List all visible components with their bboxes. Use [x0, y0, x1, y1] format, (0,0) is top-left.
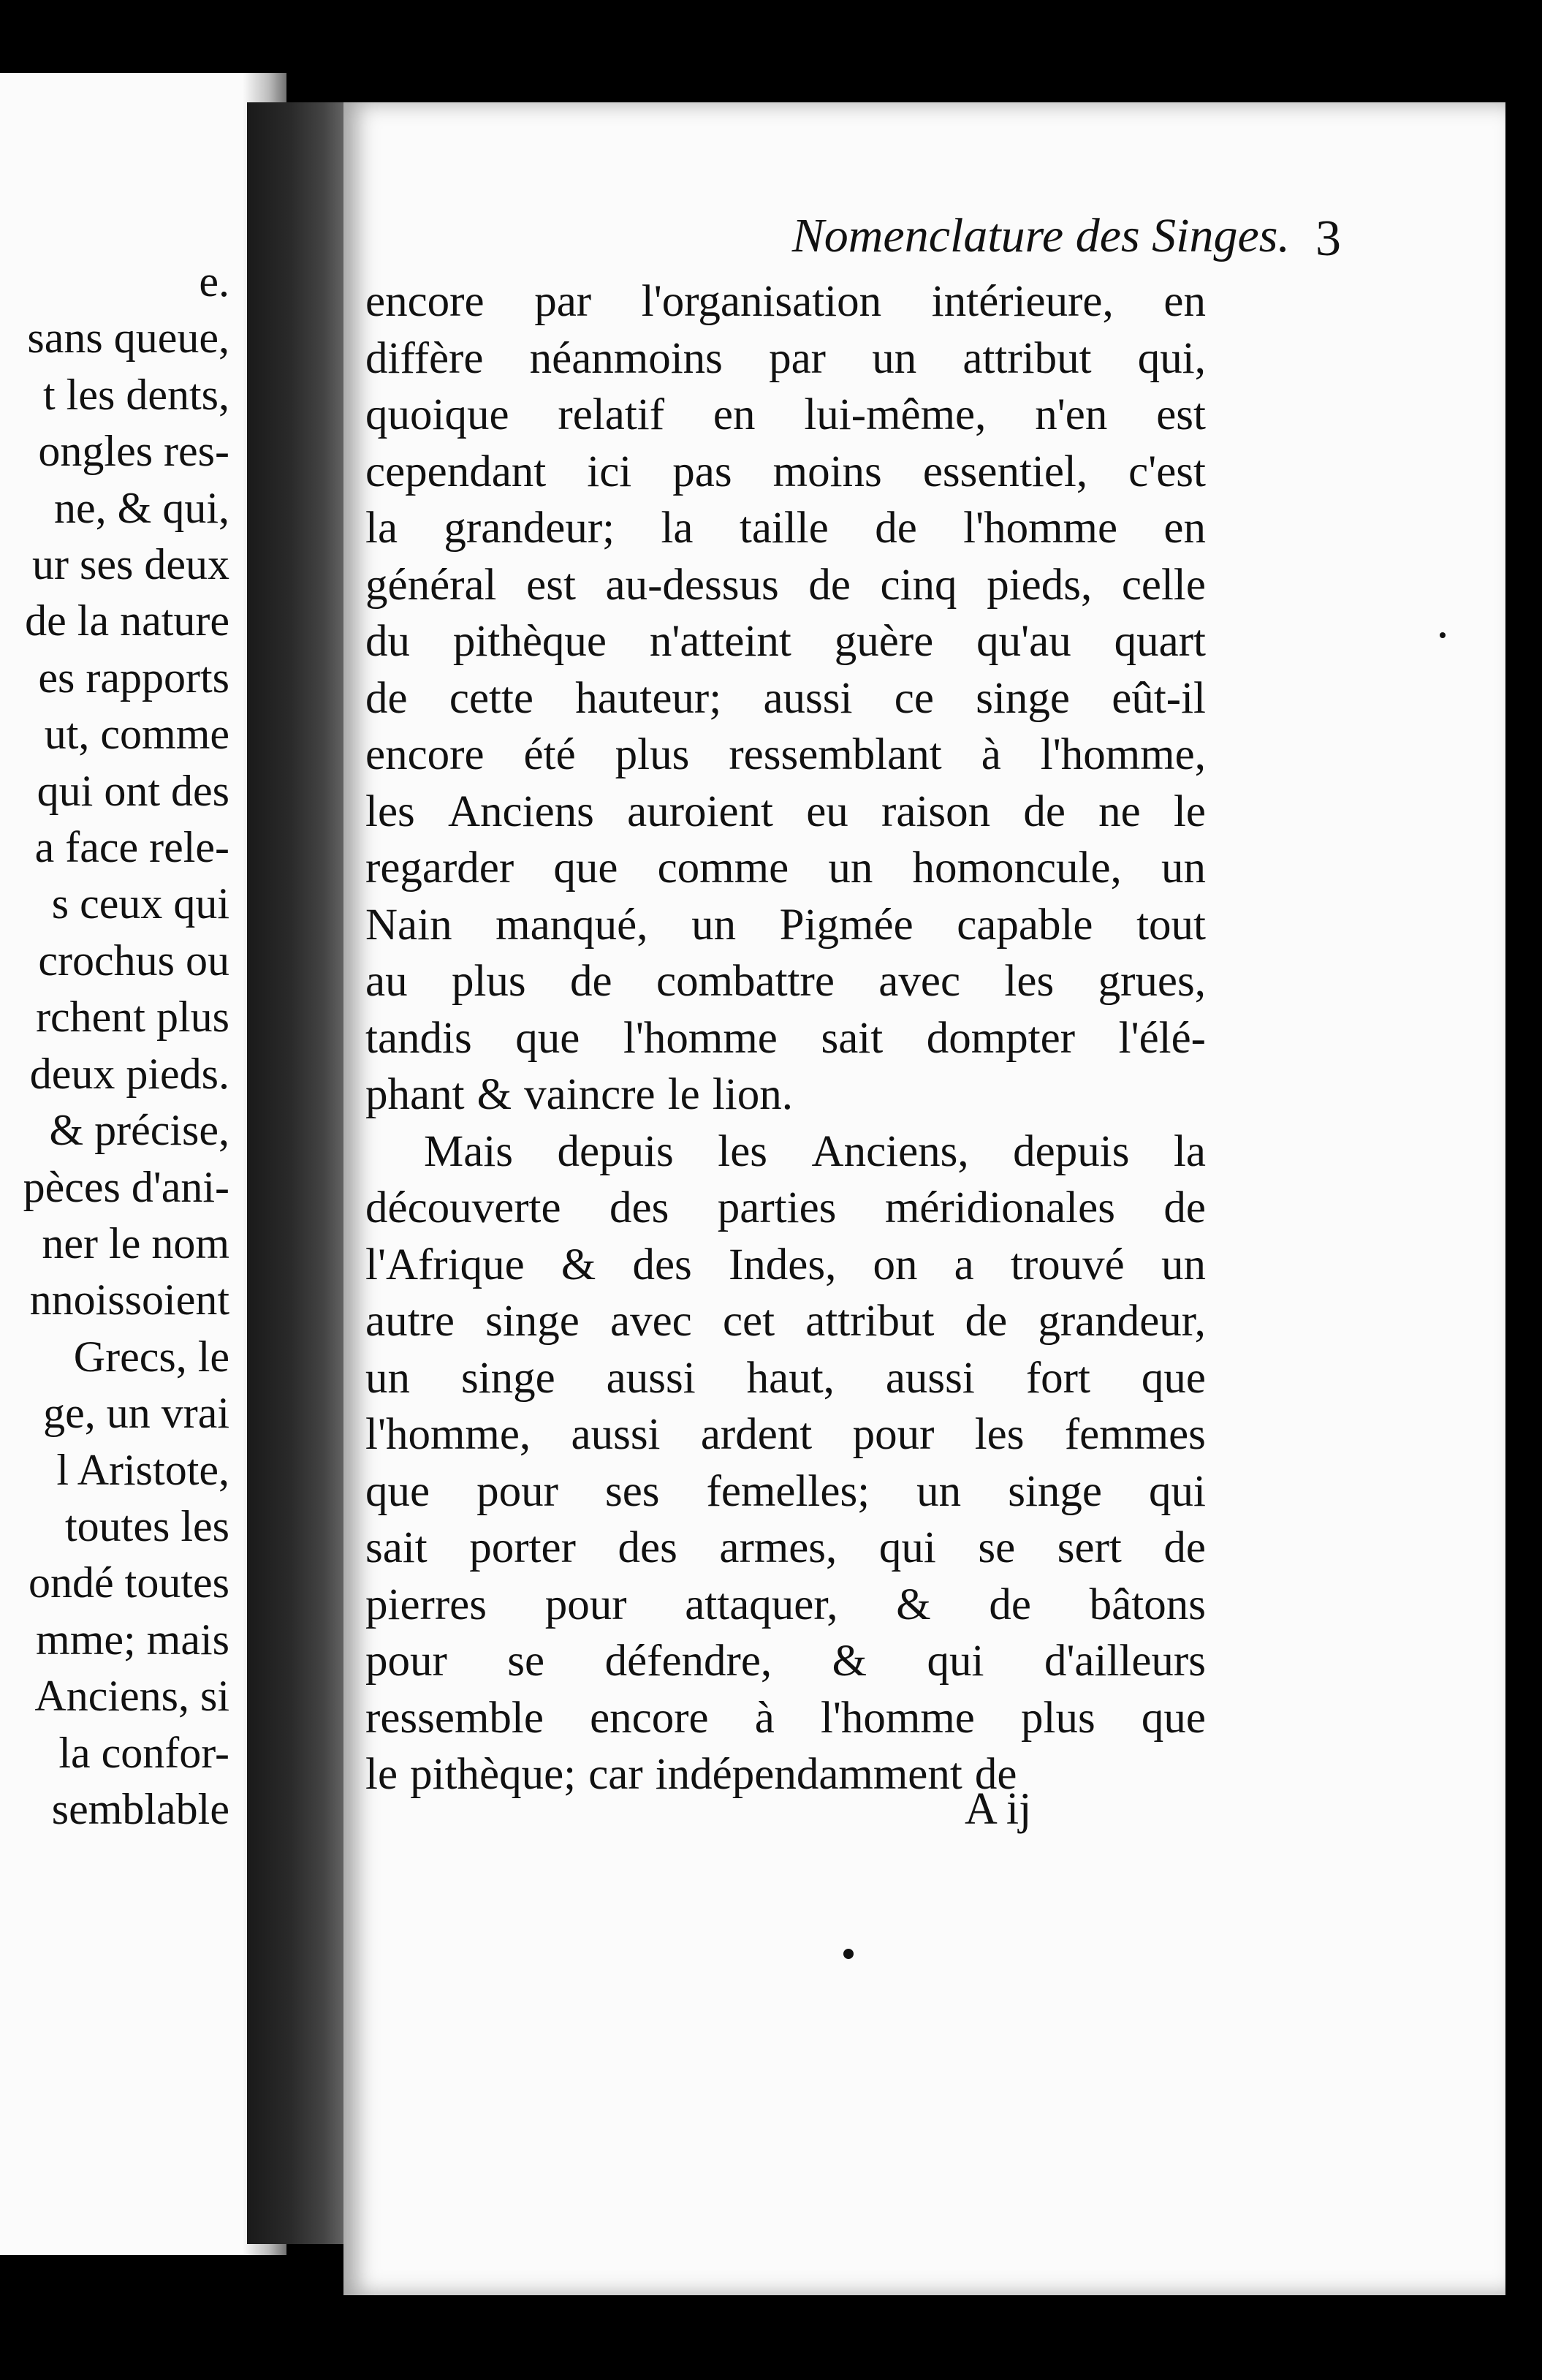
word: l'homme, [365, 1410, 531, 1459]
word: que [365, 1466, 430, 1516]
word: avec [610, 1297, 692, 1346]
left-page-line: ongles res- [38, 427, 229, 476]
word: auroient [627, 787, 773, 836]
text-line [365, 1690, 1206, 1747]
word: diffère [365, 333, 484, 383]
text-line [365, 1237, 1206, 1294]
word: plus [1021, 1693, 1095, 1743]
word: l'organisation [641, 277, 882, 326]
word: se [978, 1523, 1016, 1572]
word: un [691, 900, 737, 950]
word: les [718, 1126, 768, 1176]
word: l'Afrique [365, 1240, 525, 1289]
word: encore [365, 277, 485, 326]
word: pieds, [987, 560, 1093, 610]
word: un [1161, 844, 1206, 892]
word: c'est [1128, 447, 1206, 496]
text-line [365, 1577, 1206, 1634]
text-line [365, 330, 1206, 387]
word: pierres [365, 1580, 487, 1629]
word: ne [1098, 787, 1141, 836]
text-line [365, 1350, 1206, 1407]
word: que [1141, 1693, 1206, 1743]
ink-speck [843, 1949, 854, 1959]
left-page-line: ner le nom [42, 1219, 229, 1267]
word: quoique [365, 390, 509, 439]
word: & [896, 1580, 931, 1629]
word: ardent [700, 1410, 813, 1459]
left-page-line: la confor- [58, 1728, 229, 1777]
word: défendre, [604, 1637, 772, 1686]
word: tandis [365, 1013, 472, 1063]
word: guère [834, 617, 934, 666]
word: le [667, 1070, 700, 1119]
word: en [713, 390, 756, 439]
left-page-line: t les dents, [43, 370, 229, 419]
word: ici [587, 447, 632, 496]
word: général [365, 560, 497, 610]
word: que [553, 844, 618, 892]
word: quart [1114, 617, 1206, 666]
left-page-line: e. [199, 257, 229, 306]
word: de [875, 504, 917, 553]
word: moins [772, 447, 882, 496]
text-line [365, 1463, 1206, 1520]
word: un [1161, 1240, 1206, 1289]
word: autre [365, 1297, 455, 1346]
word: le [365, 1750, 398, 1799]
left-page-line: toutes les [65, 1501, 229, 1550]
text-line [365, 670, 1206, 727]
running-title: Nomenclature des Singes. [791, 209, 1290, 262]
left-page-line: Anciens, si [34, 1672, 229, 1721]
word: homoncule, [912, 844, 1122, 892]
word: sait [365, 1523, 428, 1572]
left-page-line: sans queue, [27, 314, 229, 363]
word: des [618, 1523, 677, 1572]
word: au [365, 957, 408, 1006]
text-line [365, 444, 1206, 501]
word: d'ailleurs [1044, 1637, 1206, 1686]
text-line [365, 1520, 1206, 1577]
word: du [365, 617, 410, 666]
page-number: 3 [1315, 211, 1341, 267]
ink-speck [1440, 632, 1446, 638]
word: ressemble [365, 1693, 544, 1743]
word: qui [1149, 1466, 1206, 1516]
word: l'homme [963, 504, 1118, 553]
word: de [965, 1297, 1008, 1346]
word: ce [894, 673, 934, 723]
left-page [0, 73, 286, 2255]
word: été [523, 730, 576, 779]
word: la [365, 504, 398, 553]
word: armes, [719, 1523, 838, 1572]
word: un [365, 1353, 410, 1403]
word: pour [365, 1637, 447, 1686]
word: sert [1057, 1523, 1122, 1572]
book-spine [247, 102, 357, 2244]
text-line [365, 1123, 1206, 1180]
word: singe [1008, 1466, 1102, 1516]
word: à [754, 1693, 775, 1743]
word: le [1173, 787, 1206, 836]
word: cinq [880, 560, 957, 610]
left-page-line: & précise, [49, 1106, 229, 1155]
word: tout [1136, 900, 1206, 950]
left-page-line: deux pieds. [29, 1049, 229, 1098]
word: phant [365, 1070, 465, 1119]
word: les [974, 1410, 1025, 1459]
left-page-line: a face rele- [34, 823, 229, 872]
word: depuis [1013, 1126, 1130, 1176]
word: attaquer, [685, 1580, 838, 1629]
left-page-line: mme; mais [36, 1615, 229, 1664]
word: singe [485, 1297, 580, 1346]
word: grandeur; [444, 504, 615, 553]
word: grandeur, [1038, 1297, 1206, 1346]
left-page-line: ondé toutes [29, 1558, 229, 1607]
word: fort [1025, 1353, 1090, 1403]
left-page-text [23, 254, 229, 1838]
word: attribut [962, 333, 1092, 383]
word: au-dessus [605, 560, 779, 610]
word: lui-même, [804, 390, 987, 439]
text-line [365, 273, 1206, 330]
word: Indes, [728, 1240, 837, 1289]
word: l'homme [820, 1693, 975, 1743]
left-page-line: pèces d'ani- [23, 1162, 229, 1211]
word: se [507, 1637, 545, 1686]
word: depuis [557, 1126, 674, 1176]
word: combattre [656, 957, 835, 1006]
text-line [365, 500, 1206, 557]
word: la [1173, 1126, 1206, 1176]
left-page-line: semblable [51, 1784, 229, 1833]
word: les [1004, 957, 1055, 1006]
left-page-line: rchent plus [36, 993, 229, 1042]
text-line [365, 840, 1206, 897]
text-line [365, 784, 1206, 841]
word: porter [469, 1523, 576, 1572]
word: aussi [571, 1410, 661, 1459]
word: a [954, 1240, 974, 1289]
left-page-line: nnoissoient [29, 1276, 229, 1324]
word: un [872, 333, 917, 383]
left-page-line: s ceux qui [51, 879, 229, 928]
word: eu [806, 787, 848, 836]
text-line [365, 1746, 1206, 1803]
word: haut, [746, 1353, 835, 1403]
word: hauteur; [575, 673, 722, 723]
text-line [365, 613, 1206, 670]
word: plus [615, 730, 690, 779]
text-line [365, 897, 1206, 954]
word: de [808, 560, 851, 610]
word: bâtons [1089, 1580, 1206, 1629]
word: que [515, 1013, 580, 1063]
word: l'élé- [1118, 1013, 1206, 1063]
word: par [534, 277, 592, 326]
word: femelles; [706, 1466, 870, 1516]
word: on [873, 1240, 918, 1289]
word: l'homme, [1040, 730, 1206, 779]
word: Mais [424, 1126, 513, 1176]
left-page-line: es rapports [38, 653, 229, 702]
word: sait [821, 1013, 884, 1063]
word: cette [449, 673, 533, 723]
text-line [365, 727, 1206, 784]
word: est [526, 560, 576, 610]
left-page-line: ne, & qui, [54, 483, 229, 532]
text-line [365, 953, 1206, 1010]
word: aussi [763, 673, 853, 723]
word: singe [976, 673, 1070, 723]
word: Nain [365, 900, 452, 950]
word: de [1023, 787, 1066, 836]
word: est [1156, 390, 1206, 439]
word: raison [881, 787, 991, 836]
left-page-line: l Aristote, [56, 1445, 229, 1494]
text-line [365, 1066, 1206, 1123]
word: n'en [1035, 390, 1108, 439]
word: pour [476, 1466, 558, 1516]
word: car [588, 1750, 643, 1799]
word: méridionales [884, 1183, 1115, 1232]
word: des [609, 1183, 669, 1232]
word: qui [878, 1523, 936, 1572]
word: que [1141, 1353, 1206, 1403]
word: eût-il [1112, 673, 1206, 723]
word: de [1163, 1523, 1206, 1572]
word: en [1163, 504, 1206, 553]
word: de [1163, 1183, 1206, 1232]
word: Anciens, [811, 1126, 969, 1176]
word: comme [657, 844, 789, 892]
word: ressemblant [729, 730, 942, 779]
word: à [981, 730, 1001, 779]
word: cependant [365, 447, 547, 496]
text-line [365, 557, 1206, 614]
text-line [365, 1633, 1206, 1690]
word: plus [451, 957, 526, 1006]
word: & [832, 1637, 867, 1686]
word: de [974, 1750, 1017, 1799]
word: singe [460, 1353, 555, 1403]
word: encore [590, 1693, 709, 1743]
left-page-line: ut, comme [44, 710, 229, 759]
word: aussi [885, 1353, 975, 1403]
word: de [989, 1580, 1031, 1629]
text-line [365, 1293, 1206, 1350]
word: avec [878, 957, 961, 1006]
word: indépendamment [655, 1750, 962, 1799]
word: trouvé [1010, 1240, 1125, 1289]
right-page [343, 102, 1505, 2295]
left-page-line: Grecs, le [73, 1332, 229, 1381]
word: regarder [365, 844, 514, 892]
word: manqué, [495, 900, 648, 950]
word: & [476, 1070, 512, 1119]
left-page-line: ur ses deux [32, 540, 229, 589]
word: capable [957, 900, 1093, 950]
text-line [365, 387, 1206, 444]
word: découverte [365, 1183, 561, 1232]
word: aussi [606, 1353, 696, 1403]
word: en [1163, 277, 1206, 326]
word: des [632, 1240, 692, 1289]
word: n'atteint [649, 617, 791, 666]
body-text [365, 273, 1206, 1803]
word: pithèque [452, 617, 607, 666]
word: néanmoins [529, 333, 723, 383]
word: lion. [712, 1070, 793, 1119]
word: pithèque; [410, 1750, 577, 1799]
word: un [828, 844, 873, 892]
word: la [661, 504, 694, 553]
word: qui [927, 1637, 984, 1686]
word: de [365, 673, 408, 723]
word: parties [717, 1183, 837, 1232]
word: qu'au [976, 617, 1071, 666]
text-line [365, 1180, 1206, 1237]
word: intérieure, [931, 277, 1114, 326]
word: pas [672, 447, 732, 496]
left-page-line: ge, un vrai [43, 1389, 229, 1438]
word: Anciens [448, 787, 594, 836]
word: celle [1121, 560, 1206, 610]
word: taille [739, 504, 829, 553]
word: encore [365, 730, 485, 779]
word: ses [604, 1466, 660, 1516]
word: qui, [1137, 333, 1206, 383]
word: pour [544, 1580, 627, 1629]
word: pour [852, 1410, 935, 1459]
word: cet [722, 1297, 775, 1346]
word: femmes [1064, 1410, 1206, 1459]
word: dompter [926, 1013, 1076, 1063]
word: les [365, 787, 415, 836]
text-line [365, 1406, 1206, 1463]
word: attribut [805, 1297, 935, 1346]
signature-mark: A ij [965, 1784, 1032, 1834]
word: Pigmée [779, 900, 914, 950]
left-page-line: crochus ou [38, 936, 229, 985]
word: par [769, 333, 826, 383]
left-page-line: de la nature [25, 596, 229, 645]
word: & [561, 1240, 596, 1289]
word: grues, [1098, 957, 1206, 1006]
word: de [570, 957, 612, 1006]
word: essentiel, [922, 447, 1088, 496]
word: un [916, 1466, 962, 1516]
page-header [515, 208, 1462, 274]
word: vaincre [524, 1070, 656, 1119]
text-line [365, 1010, 1206, 1067]
word: relatif [558, 390, 665, 439]
left-page-line: qui ont des [37, 766, 229, 815]
word: l'homme [623, 1013, 778, 1063]
